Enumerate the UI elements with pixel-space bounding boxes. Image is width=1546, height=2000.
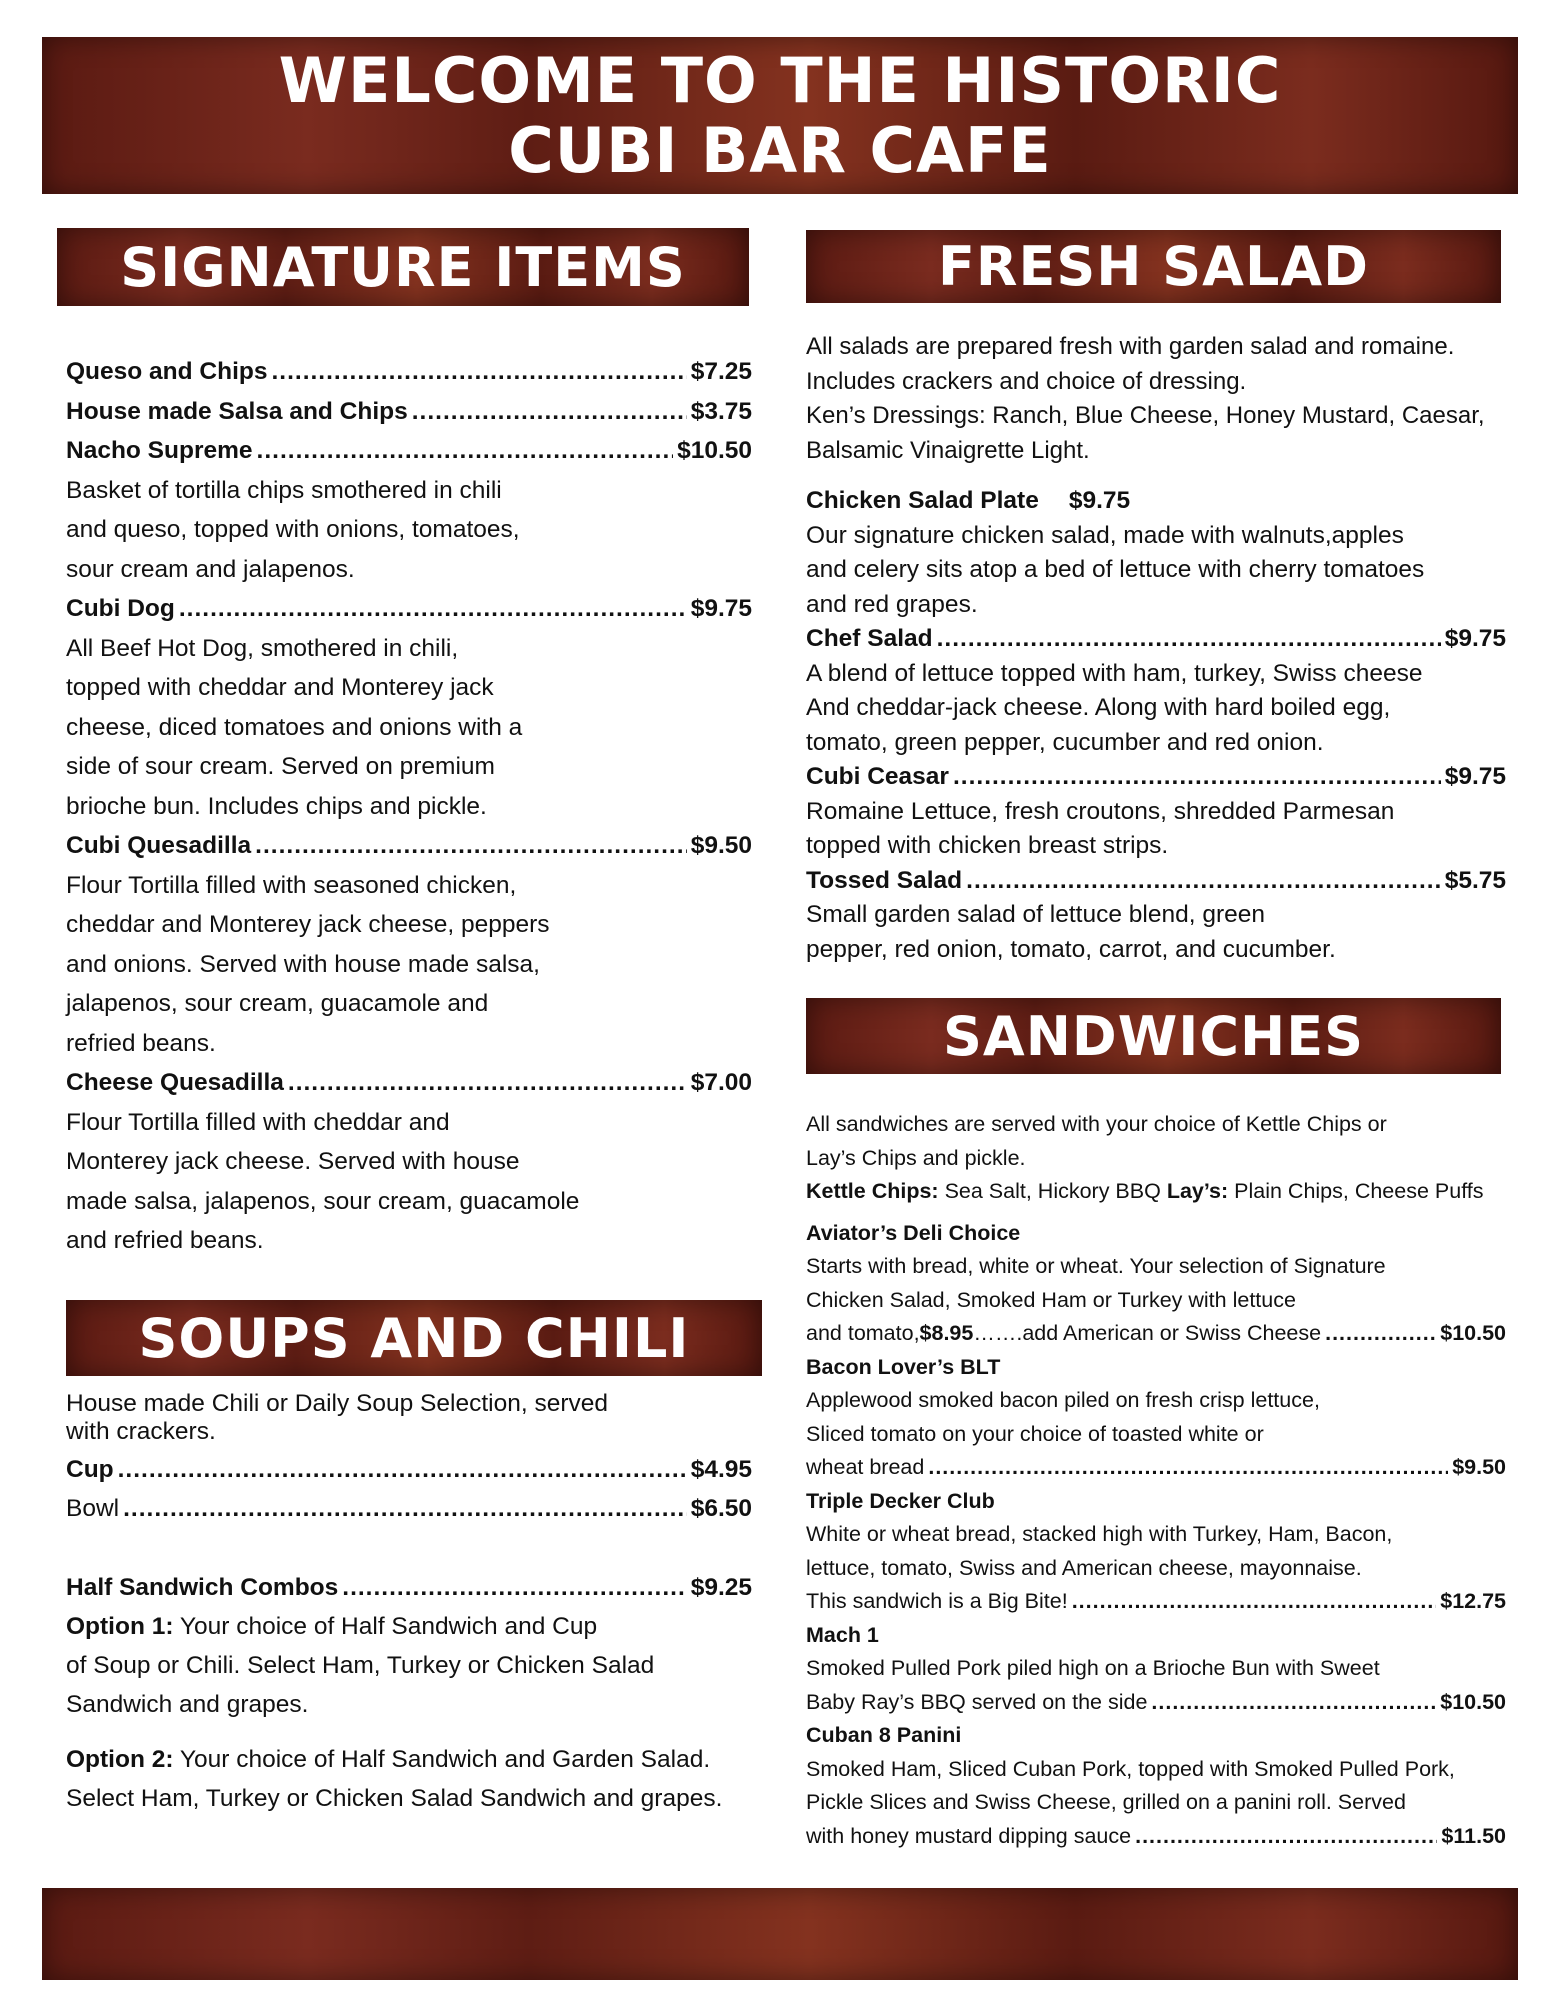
item-description: wheat bread: [806, 1455, 925, 1479]
soups-intro-line: with crackers.: [66, 1418, 216, 1445]
salad-list: [806, 484, 1506, 967]
menu-item: [66, 352, 752, 392]
item-price: $9.75: [1444, 763, 1506, 790]
menu-item-aviators-deli-choice: [806, 1217, 1506, 1351]
menu-item: [806, 1351, 1506, 1485]
menu-item-half-sandwich-combos: [66, 1568, 752, 1607]
menu-item: [66, 431, 752, 589]
menu-item: [806, 1719, 1506, 1853]
option-1: [66, 1607, 752, 1646]
item-description: Romaine Lettuce, fresh croutons, shredded Parmesan: [806, 797, 1395, 825]
item-price-line: [806, 1451, 1506, 1485]
item-description: And cheddar-jack cheese. Along with hard boiled egg,: [806, 694, 1391, 721]
item-description: Flour Tortilla filled with seasoned chicken,: [66, 871, 517, 899]
item-description: topped with cheddar and Monterey jack: [66, 674, 494, 701]
leader-dots: [271, 352, 686, 392]
kettle-chips-label: Kettle Chips:: [806, 1179, 939, 1203]
item-name: Mach 1: [806, 1622, 879, 1647]
item-description: Our signature chicken salad, made with walnuts,apples: [806, 521, 1404, 549]
item-name: Chicken Salad Plate: [806, 487, 1039, 514]
menu-item: [66, 392, 752, 432]
item-description: sour cream and jalapenos.: [66, 555, 355, 583]
item-description: Monterey jack cheese. Served with house: [66, 1148, 520, 1175]
add-cheese-text: …….add American or Swiss Cheese: [973, 1321, 1322, 1345]
item-name: Nacho Supreme: [66, 437, 253, 464]
page-title-line1: WELCOME TO THE HISTORIC: [278, 43, 1282, 117]
leader-dots: [953, 760, 1441, 795]
soups-intro-line: House made Chili or Daily Soup Selection, served: [66, 1390, 608, 1417]
item-price: $9.75: [690, 595, 752, 622]
item-price-line: [806, 1585, 1506, 1619]
leader-dots: [1072, 1585, 1437, 1619]
item-description: brioche bun. Includes chips and pickle.: [66, 792, 487, 820]
kettle-chips-text: Sea Salt, Hickory BBQ: [938, 1179, 1167, 1203]
item-price: $10.50: [1440, 1689, 1506, 1714]
option-2-line: Select Ham, Turkey or Chicken Salad Sandwich and grapes.: [66, 1785, 723, 1812]
lays-label: Lay’s:: [1166, 1179, 1229, 1203]
item-price: $12.75: [1440, 1589, 1506, 1613]
menu-item: [66, 589, 752, 826]
item-price: $7.25: [690, 358, 752, 385]
item-name: Triple Decker Club: [806, 1488, 995, 1513]
item-name: Cubi Ceasar: [806, 763, 949, 790]
item-name: Aviator’s Deli Choice: [806, 1220, 1021, 1245]
item-price: $10.50: [1440, 1321, 1506, 1345]
page-title-line2: CUBI BAR CAFE: [508, 113, 1052, 187]
item-name: Cuban 8 Panini: [806, 1723, 962, 1747]
salad-intro-line: Balsamic Vinaigrette Light.: [806, 436, 1090, 464]
item-price: $9.75: [1068, 487, 1131, 514]
signature-items-heading: SIGNATURE ITEMS: [57, 228, 749, 306]
item-description: lettuce, tomato, Swiss and American cheese, mayonnaise.: [806, 1555, 1362, 1580]
item-description: and red grapes.: [806, 590, 978, 618]
leader-dots: [123, 1489, 687, 1528]
option-1-line: Sandwich and grapes.: [66, 1691, 309, 1718]
lays-text: Plain Chips, Cheese Puffs: [1228, 1179, 1484, 1203]
sandwiches-list: [806, 1108, 1506, 1853]
sandwiches-intro-line: All sandwiches are served with your choice of Kettle Chips or: [806, 1112, 1387, 1136]
menu-item-row: [806, 622, 1506, 657]
item-price-base: $8.95: [919, 1321, 974, 1345]
item-price: $5.75: [1444, 866, 1506, 894]
leader-dots: [412, 392, 687, 432]
leader-dots: [118, 1450, 687, 1489]
fresh-salad-heading: FRESH SALAD: [806, 230, 1501, 303]
item-description: Chicken Salad, Smoked Ham or Turkey with lettuce: [806, 1287, 1296, 1312]
item-description: and tomato,: [806, 1321, 920, 1345]
item-description: Smoked Pulled Pork piled high on a Brioche Bun with Sweet: [806, 1656, 1380, 1680]
item-name: Chef Salad: [806, 625, 933, 652]
salad-items: [806, 622, 1506, 967]
item-description: Flour Tortilla filled with cheddar and: [66, 1108, 450, 1136]
item-price-line: [806, 1820, 1506, 1854]
salad-intro-line: Ken’s Dressings: Ranch, Blue Cheese, Honey Mustard, Caesar,: [806, 402, 1485, 429]
leader-dots: [966, 864, 1441, 899]
menu-item: [806, 760, 1506, 864]
item-description: and onions. Served with house made salsa,: [66, 950, 540, 978]
menu-item: [806, 1485, 1506, 1619]
item-name: Cup: [66, 1456, 114, 1483]
item-description: Smoked Ham, Sliced Cuban Pork, topped with Smoked Pulled Pork,: [806, 1756, 1455, 1781]
sandwich-items: [806, 1351, 1506, 1854]
item-price: $4.95: [690, 1456, 752, 1483]
leader-dots: [257, 431, 674, 471]
item-description: and queso, topped with onions, tomatoes,: [66, 516, 520, 543]
item-description: topped with chicken breast strips.: [806, 832, 1169, 859]
sandwiches-heading: SANDWICHES: [806, 998, 1501, 1074]
item-name: Queso and Chips: [66, 358, 268, 385]
item-price: $7.00: [690, 1069, 752, 1096]
item-name: Tossed Salad: [806, 866, 963, 894]
menu-item-chicken-salad-plate: [806, 484, 1506, 519]
leader-dots: [288, 1063, 687, 1103]
item-description: made salsa, jalapenos, sour cream, guacamole: [66, 1187, 580, 1215]
item-description: Basket of tortilla chips smothered in chili: [66, 476, 502, 504]
option-text: Your choice of Half Sandwich and Cup: [173, 1613, 598, 1640]
leader-dots: [1151, 1686, 1436, 1720]
item-description: Baby Ray’s BBQ served on the side: [806, 1689, 1148, 1714]
item-price-line: [806, 1317, 1506, 1351]
item-description: Starts with bread, white or wheat. Your selection of Signature: [806, 1254, 1386, 1278]
menu-item: [806, 864, 1506, 968]
item-description: Small garden salad of lettuce blend, green: [806, 901, 1265, 928]
leader-dots: [342, 1568, 686, 1607]
salad-intro-line: Includes crackers and choice of dressing.: [806, 367, 1247, 395]
menu-item-row: [66, 392, 752, 432]
menu-item-row: [66, 352, 752, 392]
item-description: with honey mustard dipping sauce: [806, 1823, 1132, 1848]
item-name: Cubi Dog: [66, 595, 175, 622]
item-description: cheddar and Monterey jack cheese, peppers: [66, 911, 550, 938]
menu-item: [66, 826, 752, 1063]
item-name: Bowl: [66, 1495, 120, 1522]
item-price: $9.75: [1444, 625, 1506, 652]
item-description: jalapenos, sour cream, guacamole and: [66, 990, 489, 1017]
sandwiches-intro-line: Lay’s Chips and pickle.: [806, 1145, 1026, 1170]
leader-dots: [1325, 1317, 1436, 1351]
menu-item-row: [806, 760, 1506, 795]
menu-item: [806, 622, 1506, 760]
item-description: and refried beans.: [66, 1227, 264, 1254]
item-name: Cubi Quesadilla: [66, 832, 252, 859]
menu-item-row: [806, 864, 1506, 899]
item-description: Pickle Slices and Swiss Cheese, grilled on a panini roll. Served: [806, 1790, 1406, 1814]
item-description: pepper, red onion, tomato, carrot, and cucumber.: [806, 935, 1336, 963]
item-description: and celery sits atop a bed of lettuce with cherry tomatoes: [806, 556, 1425, 583]
item-price: $10.50: [677, 437, 752, 464]
menu-item-cup: [66, 1450, 752, 1489]
item-description: Sliced tomato on your choice of toasted white or: [806, 1421, 1264, 1446]
option-1-line: of Soup or Chili. Select Ham, Turkey or Chicken Salad: [66, 1652, 655, 1679]
menu-item-row: [66, 431, 752, 471]
item-description: refried beans.: [66, 1029, 216, 1057]
option-2: [66, 1740, 752, 1779]
menu-item-bowl: [66, 1489, 752, 1528]
item-price: $6.50: [690, 1495, 752, 1522]
salad-intro-line: All salads are prepared fresh with garden salad and romaine.: [806, 333, 1455, 360]
chips-options: [806, 1175, 1506, 1209]
menu-item: [66, 1063, 752, 1261]
soups-list: [66, 1390, 752, 1818]
leader-dots: [928, 1451, 1448, 1485]
option-label: Option 1:: [66, 1613, 174, 1640]
item-description: All Beef Hot Dog, smothered in chili,: [66, 634, 459, 662]
item-price: $9.50: [1452, 1455, 1506, 1479]
item-name: Bacon Lover’s BLT: [806, 1354, 1001, 1379]
item-price: $9.25: [690, 1574, 752, 1601]
salad-intro: [806, 330, 1516, 468]
soups-and-chili-heading: SOUPS AND CHILI: [66, 1300, 762, 1376]
item-price: $3.75: [690, 397, 752, 425]
item-description: tomato, green pepper, cucumber and red onion.: [806, 728, 1324, 756]
menu-item-row: [66, 826, 752, 866]
item-price-line: [806, 1686, 1506, 1720]
leader-dots: [1135, 1820, 1437, 1854]
item-name: Cheese Quesadilla: [66, 1069, 284, 1096]
menu-item-row: [66, 1063, 752, 1103]
leader-dots: [179, 589, 687, 629]
option-text: Your choice of Half Sandwich and Garden Salad.: [173, 1746, 711, 1773]
item-name: Half Sandwich Combos: [66, 1574, 339, 1601]
option-label: Option 2:: [66, 1746, 174, 1773]
item-description: side of sour cream. Served on premium: [66, 753, 495, 780]
item-price: $11.50: [1441, 1823, 1506, 1848]
title-banner: [42, 37, 1518, 194]
leader-dots: [255, 826, 687, 866]
item-description: White or wheat bread, stacked high with Turkey, Ham, Bacon,: [806, 1522, 1393, 1546]
menu-item: [806, 1619, 1506, 1720]
leader-dots: [937, 622, 1441, 657]
menu-item-row: [66, 589, 752, 629]
item-description: cheese, diced tomatoes and onions with a: [66, 713, 523, 741]
item-name: House made Salsa and Chips: [66, 397, 408, 425]
signature-items-list: [66, 352, 752, 1261]
item-price: $9.50: [690, 832, 752, 859]
item-description: Applewood smoked bacon piled on fresh crisp lettuce,: [806, 1388, 1320, 1412]
item-description: This sandwich is a Big Bite!: [806, 1589, 1068, 1613]
item-description: A blend of lettuce topped with ham, turkey, Swiss cheese: [806, 659, 1423, 687]
footer-banner: [42, 1888, 1518, 1980]
